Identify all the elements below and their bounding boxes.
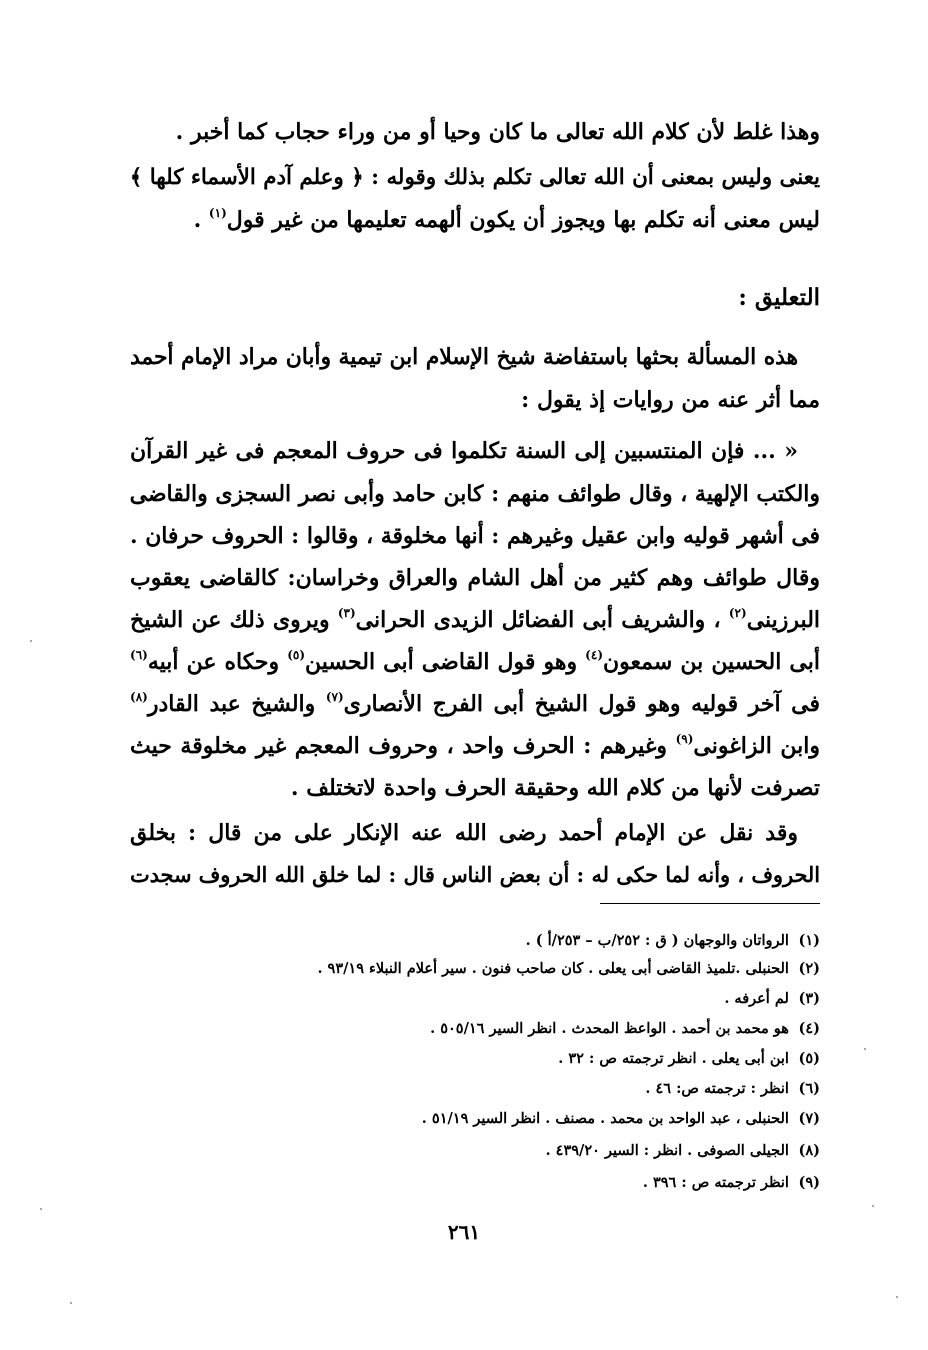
quote-line-6-a: أبى الحسين بن سمعون: [603, 649, 820, 675]
footnote-ref-2: (٢): [728, 605, 747, 620]
footnote-number: (٤): [798, 1020, 820, 1037]
footnote-ref-3: (٣): [337, 605, 356, 620]
page-number: ٢٦١: [447, 1220, 481, 1244]
scan-speck: [40, 1208, 42, 1210]
quote-line-2: والكتب الإلهية ، وقال طوائف منهم : كابن حامد وأبى نصر السجزى والقاضى: [129, 481, 820, 507]
footnote-number: (٣): [798, 990, 820, 1007]
footnote-2: [317, 958, 820, 980]
footnote-text: هو محمد بن أحمد . الواعظ المحدث . انظر السير ٥٠٥/١٦ .: [430, 1020, 789, 1037]
footnote-ref-1: (١): [208, 205, 227, 220]
footnote-ref-6: (٦): [130, 647, 148, 662]
quote-line-9: تصرفت لأنها من كلام الله وحقيقة الحرف واحدة لاتختلف .: [290, 775, 820, 801]
footnote-text: الحنبلى ، عبد الواحد بن محمد . مصنف . انظر السير ٥١/١٩ .: [421, 1110, 789, 1127]
footnote-8: [546, 1140, 820, 1162]
intro-line-3-text: ليس معنى أنه تكلم بها ويجوز أن يكون ألهمه تعليمها من غير قول: [226, 207, 820, 233]
footnote-text: انظر ترجمته ص : ٣٩٦ .: [642, 1174, 789, 1191]
footnote-ref-9: (٩): [675, 731, 694, 746]
scan-speck: [30, 640, 32, 642]
quote-line-5-c: ويروى ذلك عن الشيخ: [130, 607, 338, 633]
para1-line-1: هذه المسألة بحثها باستفاضة شيخ الإسلام ابن تيمية وأبان مراد الإمام أحمد: [130, 345, 798, 370]
footnote-text: ابن أبى يعلى . انظر ترجمته ص : ٣٢ .: [558, 1050, 789, 1067]
quote-line-5-a: البرزينى: [746, 607, 821, 633]
quote-line-5: [130, 605, 820, 635]
footnote-number: (٥): [798, 1050, 820, 1067]
footnote-number: (٩): [798, 1174, 820, 1191]
para3-line-2: الحروف ، وأنه لما حكى له : أن بعض الناس قال : لما خلق الله الحروف سجدت: [130, 862, 820, 887]
footnote-text: انظر : ترجمته ص: ٤٦ .: [645, 1080, 789, 1097]
para1-line-2: مما أثر عنه من روايات إذ يقول :: [521, 387, 820, 413]
quote-line-7-b: والشيخ عبد القادر: [147, 691, 326, 717]
quote-line-6-c: وحكاه عن أبيه: [147, 649, 288, 675]
intro-line-2: يعنى وليس بمعنى أن الله تعالى تكلم بذلك وقوله : ﴿ وعلم آدم الأسماء كلها ﴾: [129, 165, 820, 190]
footnote-text: الحنبلى .تلميذ القاضى أبى يعلى . كان صاحب فنون . سير أعلام النبلاء ٩٣/١٩ .: [317, 960, 789, 977]
scan-speck: [896, 1296, 898, 1298]
para3-line-1: وقد نقل عن الإمام أحمد رضى الله عنه الإنكار على من قال : بخلق: [130, 820, 798, 846]
quote-line-7: [130, 689, 820, 719]
quote-line-6: [130, 647, 820, 677]
footnote-number: (٧): [798, 1110, 820, 1127]
footnote-ref-5: (٥): [287, 647, 306, 662]
quote-line-3: فى أشهر قوليه وابن عقيل وغيرهم : أنها مخلوقة ، وقالوا : الحروف حرفان .: [130, 523, 820, 549]
intro-line-3: [194, 205, 820, 235]
quote-line-8-b: وغيرهم : الحرف واحد ، وحروف المعجم غير مخلوقة حيث: [130, 733, 676, 759]
footnote-4: [430, 1018, 820, 1040]
footnote-number: (٢): [798, 960, 820, 977]
footnote-ref-4: (٤): [585, 647, 603, 662]
quote-line-8-a: وابن الزاغونى: [693, 733, 820, 759]
commentary-heading: التعليق :: [738, 284, 820, 311]
quote-line-8: [130, 731, 820, 761]
footnote-5: [558, 1048, 820, 1070]
footnote-text: الرواتان والوجهان ( ق : ٢٥٢/ب – ٢٥٣/أ ) .: [525, 932, 789, 949]
footnote-separator: [600, 903, 820, 904]
scan-speck: [70, 1302, 72, 1304]
quote-line-5-b: ، والشريف أبى الفضائل الزيدى الحرانى: [355, 607, 729, 633]
footnote-number: (٦): [798, 1080, 820, 1097]
quote-line-6-b: وهو قول القاضى أبى الحسين: [305, 649, 586, 675]
quote-line-7-a: فى آخر قوليه وهو قول الشيخ أبى الفرج الأنصارى: [343, 691, 820, 717]
quote-line-4: وقال طوائف وهم كثير من أهل الشام والعراق وخراسان: كالقاضى يعقوب: [130, 565, 820, 591]
intro-line-1: وهذا غلط لأن كلام الله تعالى ما كان وحيا أو من وراء حجاب كما أخبر .: [175, 119, 820, 145]
quote-line-1: « ... فإن المنتسبين إلى السنة تكلموا فى حروف المعجم فى غير القرآن: [130, 438, 798, 464]
footnote-ref-7: (٧): [325, 689, 344, 704]
footnote-text: لم أعرفه .: [724, 990, 789, 1007]
footnote-3: [724, 988, 820, 1010]
footnote-text: الجيلى الصوفى . انظر : السير ٤٣٩/٢٠ .: [545, 1142, 789, 1159]
footnote-6: [645, 1078, 820, 1100]
intro-line-3-end: .: [193, 207, 209, 233]
footnote-ref-8: (٨): [130, 689, 148, 704]
footnote-7: [422, 1108, 820, 1130]
footnote-number: (١): [798, 932, 820, 949]
footnote-9: [643, 1172, 820, 1194]
scan-speck: [872, 1205, 874, 1207]
footnote-1: [526, 930, 820, 952]
scan-speck: [864, 1048, 866, 1050]
footnote-number: (٨): [798, 1142, 820, 1159]
